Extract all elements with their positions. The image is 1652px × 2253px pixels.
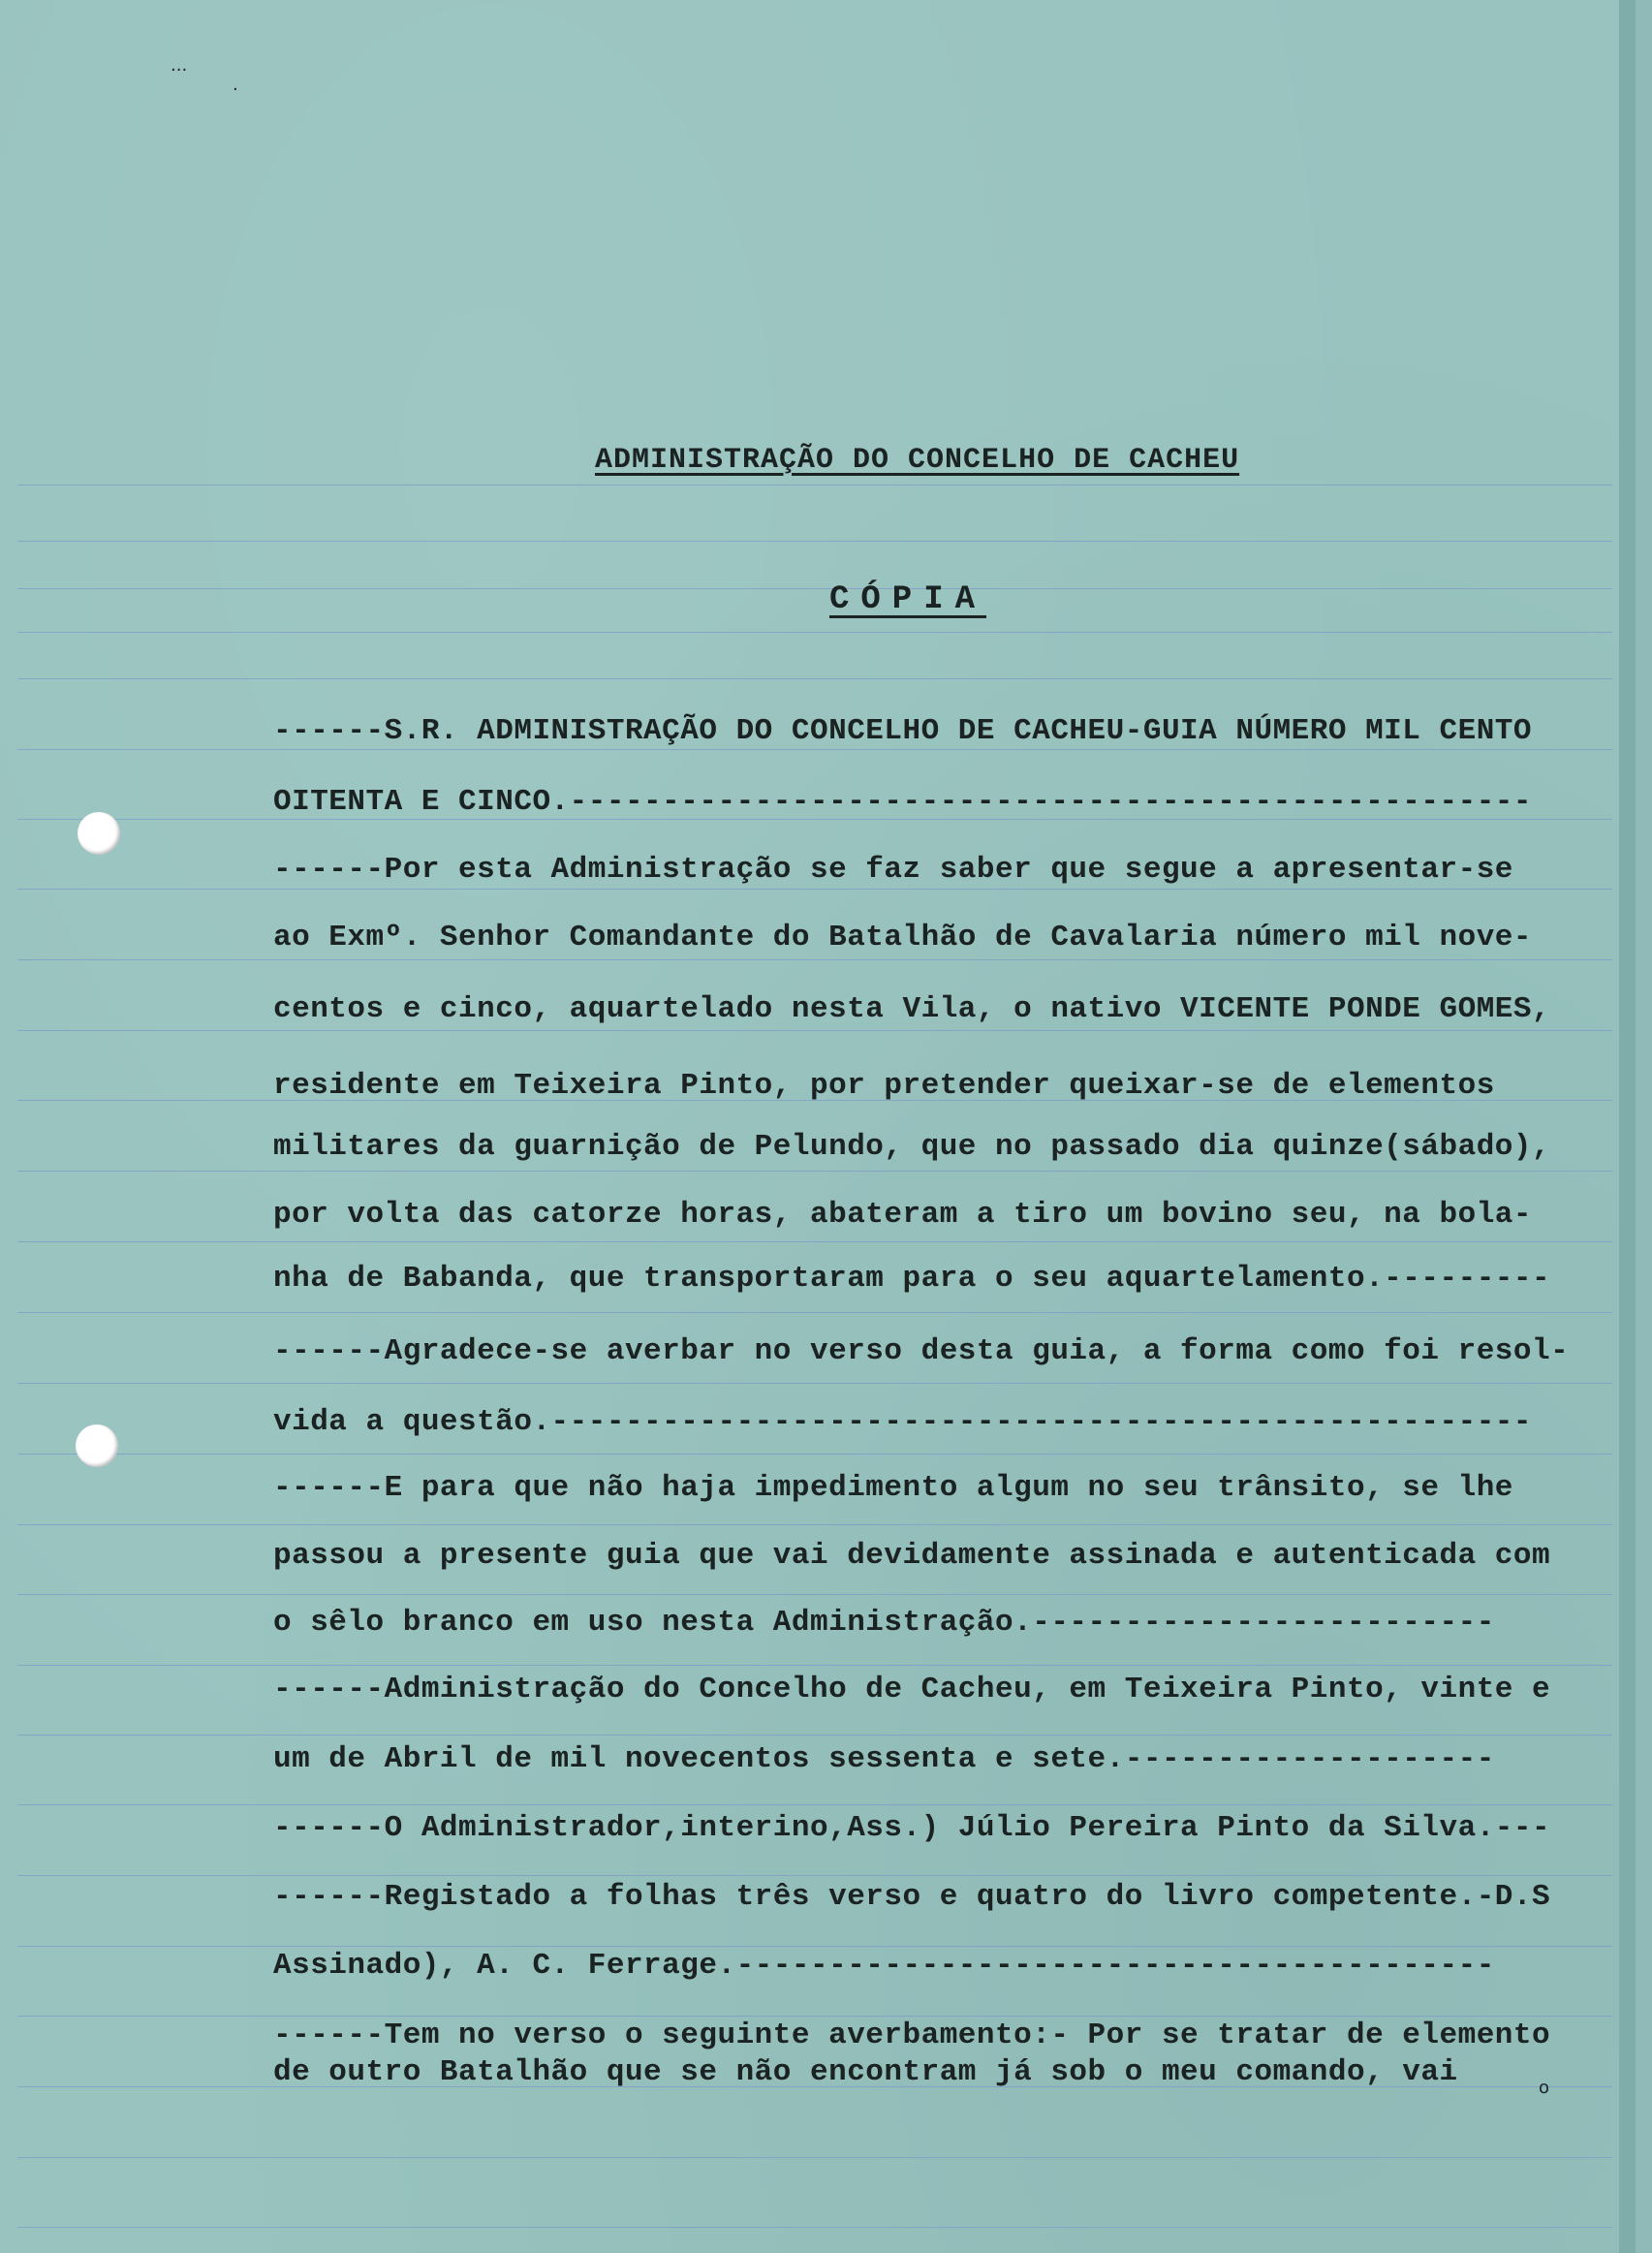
ruled-line xyxy=(17,1946,1612,1947)
ruled-line xyxy=(17,889,1612,890)
ruled-line xyxy=(17,678,1612,679)
text-line: ------Agradece-se averbar no verso desta guia, a forma como foi resol- xyxy=(273,1334,1570,1368)
punch-hole xyxy=(78,812,120,855)
stray-mark: ··· xyxy=(171,60,188,80)
punch-hole xyxy=(76,1424,118,1467)
text-line: passou a presente guia que vai devidamente assinada e autenticada com xyxy=(273,1539,1551,1573)
ruled-line xyxy=(17,959,1612,960)
ruled-line xyxy=(17,1383,1612,1384)
ruled-line xyxy=(17,1524,1612,1525)
text-line: o sêlo branco em uso nesta Administração.------------------------- xyxy=(273,1606,1495,1640)
ruled-line xyxy=(17,1594,1612,1595)
text-line: ------O Administrador,interino,Ass.) Júlio Pereira Pinto da Silva.--- xyxy=(273,1811,1551,1845)
document-heading: ADMINISTRAÇÃO DO CONCELHO DE CACHEU xyxy=(595,444,1240,477)
text-line: OITENTA E CINCO.---------------------------------------------------- xyxy=(273,785,1533,819)
text-line: ------Por esta Administração se faz saber que segue a apresentar-se xyxy=(273,853,1513,887)
ruled-line xyxy=(17,749,1612,750)
text-line: por volta das catorze horas, abateram a tiro um bovino seu, na bola- xyxy=(273,1198,1533,1232)
text-line: ------Administração do Concelho de Cacheu, em Teixeira Pinto, vinte e xyxy=(273,1673,1551,1706)
text-line: ------E para que não haja impedimento algum no seu trânsito, se lhe xyxy=(273,1471,1513,1505)
text-line: ------Tem no verso o seguinte averbamento:- Por se tratar de elemento xyxy=(273,2018,1551,2052)
page-edge xyxy=(1619,0,1636,2253)
ruled-line xyxy=(17,1665,1612,1666)
ruled-line xyxy=(17,1454,1612,1455)
ruled-line xyxy=(17,588,1612,589)
ruled-line xyxy=(17,1875,1612,1876)
ruled-line xyxy=(17,541,1612,542)
text-line: centos e cinco, aquartelado nesta Vila, o nativo VICENTE PONDE GOMES, xyxy=(273,992,1551,1026)
stray-mark: · xyxy=(233,79,238,100)
ruled-line xyxy=(17,1804,1612,1805)
text-line: Assinado), A. C. Ferrage.----------------------------------------- xyxy=(273,1949,1495,1983)
ruled-line xyxy=(17,1241,1612,1242)
text-line: residente em Teixeira Pinto, por pretender queixar-se de elementos xyxy=(273,1069,1495,1103)
text-line: ------S.R. ADMINISTRAÇÃO DO CONCELHO DE CACHEU-GUIA NÚMERO MIL CENTO xyxy=(273,714,1533,748)
ruled-line xyxy=(17,2157,1612,2158)
ruled-line xyxy=(17,1735,1612,1736)
ruled-line xyxy=(17,632,1612,633)
text-line: ------Registado a folhas três verso e quatro do livro competente.-D.S xyxy=(273,1880,1551,1914)
ruled-line xyxy=(17,2016,1612,2017)
ruled-line xyxy=(17,1312,1612,1313)
text-line: ao Exmº. Senhor Comandante do Batalhão de Cavalaria número mil nove- xyxy=(273,921,1533,954)
ruled-line xyxy=(17,1171,1612,1172)
text-line: militares da guarnição de Pelundo, que no passado dia quinze(sábado), xyxy=(273,1130,1551,1164)
ruled-line xyxy=(17,2227,1612,2228)
text-line: de outro Batalhão que se não encontram já sob o meu comando, vai xyxy=(273,2055,1458,2089)
ruled-line xyxy=(17,819,1612,820)
text-line: um de Abril de mil novecentos sessenta e sete.-------------------- xyxy=(273,1742,1495,1776)
ruled-line xyxy=(17,1030,1612,1031)
text-line: nha de Babanda, que transportaram para o seu aquartelamento.--------- xyxy=(273,1262,1551,1296)
text-line: vida a questão.----------------------------------------------------- xyxy=(273,1405,1533,1439)
document-subheading: CÓPIA xyxy=(829,581,987,618)
stray-mark: o xyxy=(1539,2078,1550,2098)
